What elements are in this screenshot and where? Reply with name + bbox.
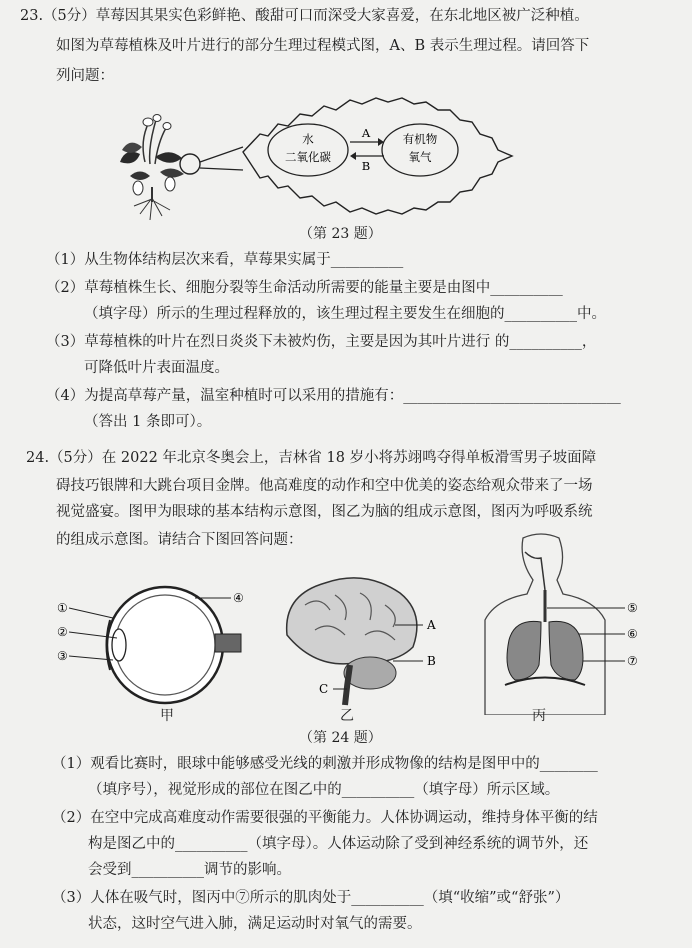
right-lung	[549, 621, 583, 680]
lung-label-5: ⑤	[627, 601, 638, 615]
q24-intro-line-2: 碍技巧银牌和大跳台项目金牌。他高难度的动作和空中优美的姿态给观众带来了一场	[56, 478, 593, 494]
q23-sub-2a: （2）草莓植株生长、细胞分裂等生命活动所需要的能量主要是由图中__________	[46, 280, 563, 296]
q23-sub-4b: （答出 1 条即可）。	[84, 414, 212, 430]
brain-structure-figure	[275, 565, 445, 715]
q24-sub-1a: （1）观看比赛时，眼球中能够感受光线的刺激并形成物像的结构是图甲中的________	[52, 756, 598, 772]
q23-caption: （第 23 题）	[299, 226, 382, 242]
cerebrum-shape	[287, 578, 417, 664]
q23-sub-4a: （4）为提高草莓产量，温室种植时可以采用的措施有：______________________________	[46, 388, 621, 404]
brain-label-c: C	[319, 682, 329, 696]
eye-label-4: ④	[233, 591, 244, 605]
q23-sub-3a: （3）草莓植株的叶片在烈日炎炎下未被灼伤，主要是因为其叶片进行 的__________，	[46, 334, 597, 350]
q24-intro-line-3: 视觉盛宴。图甲为眼球的基本结构示意图，图乙为脑的组成示意图，图丙为呼吸系统	[56, 504, 593, 520]
eye-label-2: ②	[57, 625, 68, 639]
eye-label-1: ①	[57, 601, 68, 615]
strawberry-plant-illustration	[120, 115, 184, 221]
human-outline	[485, 534, 605, 715]
eye-structure-figure	[55, 570, 255, 720]
q24-sub-1b: （填序号），视觉形成的部位在图乙中的__________（填字母）所示区域。	[88, 782, 560, 798]
fig-label-yi: 乙	[340, 708, 354, 724]
arrow-a-label: A	[361, 126, 371, 140]
q24-sub-2a: （2）在空中完成高难度动作需要很强的平衡能力。人体协调运动，维持身体平衡的结	[52, 810, 598, 826]
q23-sub-2b: （填字母）所示的生理过程释放的，该生理过程主要发生在细胞的__________中。	[84, 306, 606, 322]
q24-intro-line-4: 的组成示意图。请结合下图回答问题：	[56, 532, 303, 548]
brain-label-a: A	[427, 618, 436, 632]
q23-sub-1: （1）从生物体结构层次来看，草莓果实属于__________	[46, 252, 404, 268]
q23-intro-line-2: 如图为草莓植株及叶片进行的部分生理过程模式图，A、B 表示生理过程。请回答下	[56, 38, 590, 54]
lung-label-7: ⑦	[627, 654, 638, 668]
q23-intro-line-1: 23.（5分）草莓因其果实色彩鲜艳、酸甜可口而深受大家喜爱，在东北地区被广泛种植。	[20, 8, 589, 24]
q24-intro-line-1: 24.（5分）在 2022 年北京冬奥会上，吉林省 18 岁小将苏翊鸣夺得单板滑雪男子坡面障	[26, 450, 597, 466]
q23-intro-line-3: 列问题：	[56, 68, 114, 84]
q24-sub-3b: 状态，这时空气进入肺，满足运动时对氧气的需要。	[88, 916, 422, 932]
optic-nerve	[215, 634, 241, 652]
q24-sub-3a: （3）人体在吸气时，图丙中⑦所示的肌肉处于__________（填“收缩”或“舒张”）	[52, 890, 570, 906]
q23-sub-3b: 可降低叶片表面温度。	[84, 360, 229, 376]
fig-label-jia: 甲	[160, 708, 174, 724]
arrow-b-label: B	[361, 159, 371, 173]
fig-label-bing: 丙	[532, 708, 546, 724]
magnify-circle	[180, 154, 200, 174]
brain-label-b: B	[427, 654, 436, 668]
label-water: 水	[302, 132, 314, 146]
q23-strawberry-leaf-diagram	[100, 92, 550, 227]
respiratory-system-figure	[475, 530, 675, 715]
label-carbon-dioxide: 二氧化碳	[285, 150, 331, 164]
q24-sub-2c: 会受到__________调节的影响。	[88, 862, 291, 878]
left-lung	[507, 621, 541, 680]
q24-sub-2b: 构是图乙中的__________（填字母）。人体运动除了受到神经系统的调节外，还	[88, 836, 589, 852]
q24-caption: （第 24 题）	[299, 730, 382, 746]
arrow-b-icon	[350, 152, 356, 160]
lung-label-6: ⑥	[627, 627, 638, 641]
eye-label-3: ③	[57, 649, 68, 663]
lens-shape	[112, 629, 126, 661]
label-oxygen: 氧气	[408, 150, 432, 164]
label-organic-matter: 有机物	[402, 132, 438, 146]
